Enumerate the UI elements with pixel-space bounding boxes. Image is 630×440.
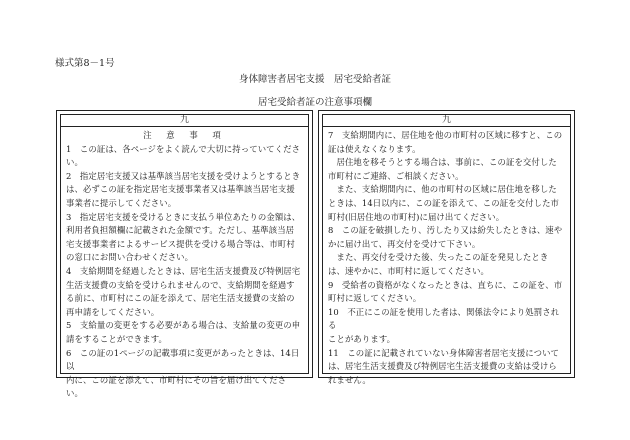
right-line: ことがあります。 [328,333,396,344]
right-line: は、速やかに、市町村に返してください。 [328,265,490,276]
right-line: また、支給期間内に、他の市町村の区域に居住地を移した [328,184,557,195]
left-line: の窓口にお問い合わせください。 [66,252,194,263]
right-line: 9 受給者の資格がなくなったときは、直ちに、この証を、市 [328,279,563,290]
left-panel-body [61,127,308,401]
right-line: 証は使えなくなります。 [328,143,421,154]
document-title: 身体障害者居宅支援 居宅受給者証 [238,74,391,85]
left-line: 3 指定居宅支援を受けるときに支払う単位あたりの金額は、 [66,211,301,222]
left-line: る前に、市町村にこの証を添えて、居宅生活支援費の支給の [66,293,295,304]
left-panel-header: 九 [61,115,308,127]
right-line: は、居宅生活支援費及び特例居宅生活支援費の支給は受けら [328,361,557,372]
right-line: 居住地を移そうとする場合は、事前に、この証を交付した [328,157,557,168]
right-line: 市町村にご連絡、ご相談ください。 [328,170,464,181]
right-line: かに届け出て、再交付を受けて下さい。 [328,238,481,249]
right-line: 8 この証を破損したり、汚したり又は紛失したときは、速や [328,225,563,236]
left-line: 宅支援事業者によるサービス提供を受ける場合等は、市町村 [66,238,295,249]
form-number: 様式第8－1号 [55,58,115,69]
right-line: れません。 [328,374,371,385]
right-panel-body [323,127,570,387]
left-line: 事業者に提示してください。 [66,197,177,208]
right-line: ときは、14日以内に、この証を添えて、この証を交付した市 [328,197,560,208]
right-panel-inner-border [322,114,571,385]
left-line: 5 支給量の変更をする必要がある場合は、支給量の変更の申 [66,320,301,331]
left-line: 1 この証は、各ページをよく読んで大切に持っていてくださ [66,143,301,154]
left-line: 利用者負担額欄に記載された金額です。ただし、基準該当居 [66,225,295,236]
section-title: 居宅受給者証の注意事項欄 [257,97,372,108]
right-notice-panel [318,110,575,385]
left-notice-panel [56,110,313,399]
right-line: 町村に返してください。 [328,293,422,304]
right-panel-header: 九 [323,115,570,127]
left-line: い。 [66,157,83,168]
left-line: 内に、この証を添えて、市町村にその旨を届け出てくださ [66,374,287,385]
notice-heading: 注 意 事 項 [143,130,227,140]
right-line: 町村(旧居住地の市町村)に届け出てください。 [328,211,505,222]
left-line: 生活支援費の支給を受けられませんので、支給期間を経過す [66,279,295,290]
left-line: 請をすることができます。 [66,333,168,344]
left-line: 2 指定居宅支援又は基準該当居宅支援を受けようとするとき [66,170,301,181]
right-line: また、再交付を受けた後、失ったこの証を発見したとき [328,252,549,263]
right-line: 11 この証に記載されていない身体障害者居宅支援について [328,347,560,358]
left-panel-inner-border [60,114,309,399]
right-line: 7 支給期間内に、居住地を他の市町村の区域に移すと、この [328,130,563,140]
left-line: 再申請をしてください。 [66,306,160,317]
left-line: い。 [66,388,83,399]
left-line: 6 この証の1ページの記載事項に変更があったときは、14日以 [66,347,300,372]
right-line: 10 不正にこの証を使用した者は、関係法令により処罰される [328,306,560,331]
left-line: は、必ずこの証を指定居宅支援事業者又は基準該当居宅支援 [66,184,295,195]
left-line: 4 支給期間を経過したときは、居宅生活支援費及び特例居宅 [66,265,301,276]
